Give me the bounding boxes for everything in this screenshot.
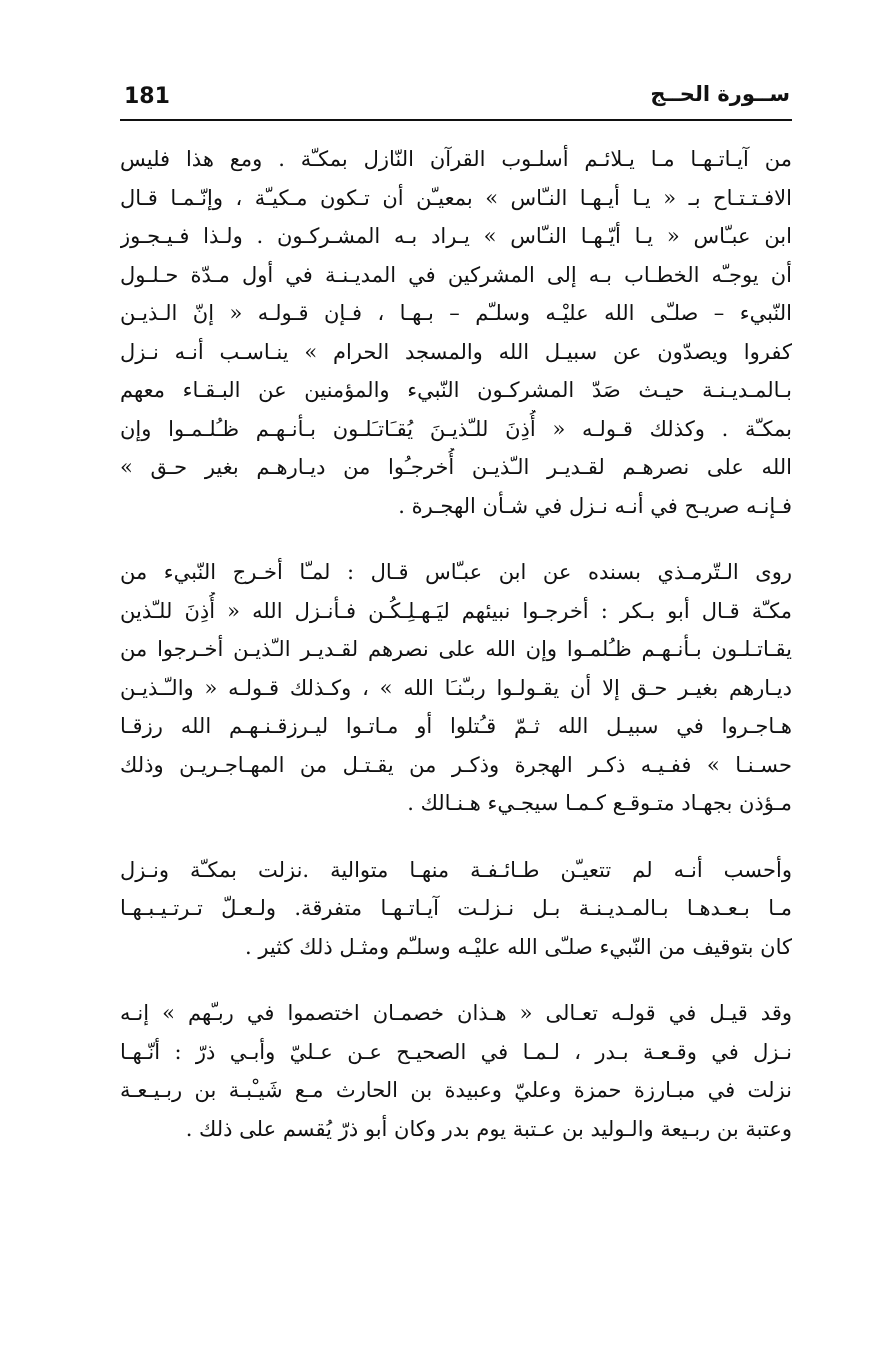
text-line: الله على نصرهـم لقـديـر الـّذيـن أُخرجـُوا من ديـارهـم بغير حـق » — [120, 455, 792, 479]
text-line: أن يوجـّه الخطـاب بـه إلى المشركين في المديـنـة في أول مـدّة حـلـول — [120, 262, 792, 287]
text-line: هـاجـروا في سبيـل الله ثـمّ قـُتلوا أو مـاتـوا ليـرزقـنـهـم الله رزقـا — [120, 714, 792, 738]
text-line: مـؤذن بجهـاد متـوقـع كـمـا سيجـيء هـنـالك . — [407, 791, 792, 815]
text-line: روى الـتّرمـذي بسنده عن ابن عبـّاس قـال : لمـّا أخـرج النّبيء من — [120, 560, 792, 584]
text-line: النّبيء – صلـّى الله عليْـه وسلـّم – بـهـا ، فـإن قـولـه « إنّ الـذيـن — [120, 301, 792, 325]
page-header — [120, 78, 790, 118]
header-divider — [120, 119, 792, 121]
paragraph-2 — [120, 553, 792, 823]
text-line: بمكـّة . وكذلك قـولـه « أُذِنَ للـّذيـنَ يُقـَاتـَلـون بـأنـهـم ظـُلـمـوا وإن — [120, 416, 792, 441]
paragraph-4 — [120, 994, 792, 1148]
text-line: كفروا ويصدّون عن سبيـل الله والمسجد الحرام » ينـاسـب أنـه نـزل — [120, 339, 792, 364]
text-line: يقـاتـلـون بـأنـهـم ظـُلمـوا وإن الله على نصرهم لقـديـر الـّذيـن أخـرجوا من — [120, 637, 792, 661]
paragraph-gap — [120, 823, 792, 851]
text-line: مكـّة قـال أبو بـكر : أخرجـوا نبيئهم ليَـهـلِـكُـن فـأنـزل الله « أُذِنَ للـّذين — [120, 598, 792, 623]
text-line: نـزل في وقـعـة بـدر ، لـمـا في الصحيـح عـن عـليّ وأبـي ذرّ : أنّـهـا — [120, 1039, 792, 1064]
text-line: ابن عبـّاس « يـا أيّـهـا النـّاس » يـراد بـه المشـركـون . ولـذا فـيـجـوز — [120, 224, 792, 248]
text-line: نزلت في مبـارزة حمزة وعليّ وعبيدة بن الحارث مـع شَيـْبـة بن ربـيـعـة — [120, 1078, 792, 1102]
text-line: مـا بـعـدهـا بـالمـديـنـة بـل نـزلـت آيـاتـهـا متفرقة. ولـعـلّ تـرتـيـبـهـا — [120, 896, 792, 920]
text-line: بـالمـديـنـة حيـث صَدّ المشركـون النّبيء والمؤمنين عن البـقـاء معهم — [120, 378, 792, 402]
paragraph-gap — [120, 525, 792, 553]
text-line: الافـتـتـاح بـ « يـا أيـهـا النـّاس » بمعيـّن أن تـكون مـكيـّة ، وإنّـمـا قـال — [120, 185, 792, 210]
paragraph-1 — [120, 140, 792, 525]
text-line: وقد قيـل في قولـه تعـالى « هـذان خصمـان اختصموا في ربـّهم » إنـه — [120, 1001, 792, 1025]
text-line: ديـارهم بغيـر حـق إلا أن يقـولـوا ربـّنـَا الله » ، وكـذلك قـولـه « والـّـذيـن — [120, 675, 792, 700]
text-line: حسـنـا » ففـيـه ذكـر الهجرة وذكـر من يقـتـل من المهـاجـريـن وذلك — [120, 752, 792, 777]
surah-title: ســورة الحــج — [650, 82, 790, 106]
text-line: كان بتوقيف من النّبيء صلـّى الله عليْـه وسلـّم ومثـل ذلك كثير . — [244, 934, 792, 959]
text-line: فـإنـه صريـح في أنـه نـزل في شـأن الهجـرة . — [398, 493, 792, 518]
text-line: وعتبة بن ربـيعة والـوليد بن عـتبة يوم بدر وكان أبو ذرّ يُقسم على ذلك . — [185, 1116, 792, 1141]
text-line: وأحسب أنـه لم تتعيـّن طـائـفـة منهـا متوالية .نزلت بمكـّة ونـزل — [120, 857, 792, 882]
paragraph-gap — [120, 966, 792, 994]
page-number: 181 — [124, 84, 170, 109]
paragraph-3 — [120, 851, 792, 967]
text-line: من آيـاتـهـا مـا يـلائـم أسلـوب القرآن النّازل بمكـّة . ومع هذا فليس — [120, 147, 792, 171]
page-body — [120, 140, 792, 1148]
